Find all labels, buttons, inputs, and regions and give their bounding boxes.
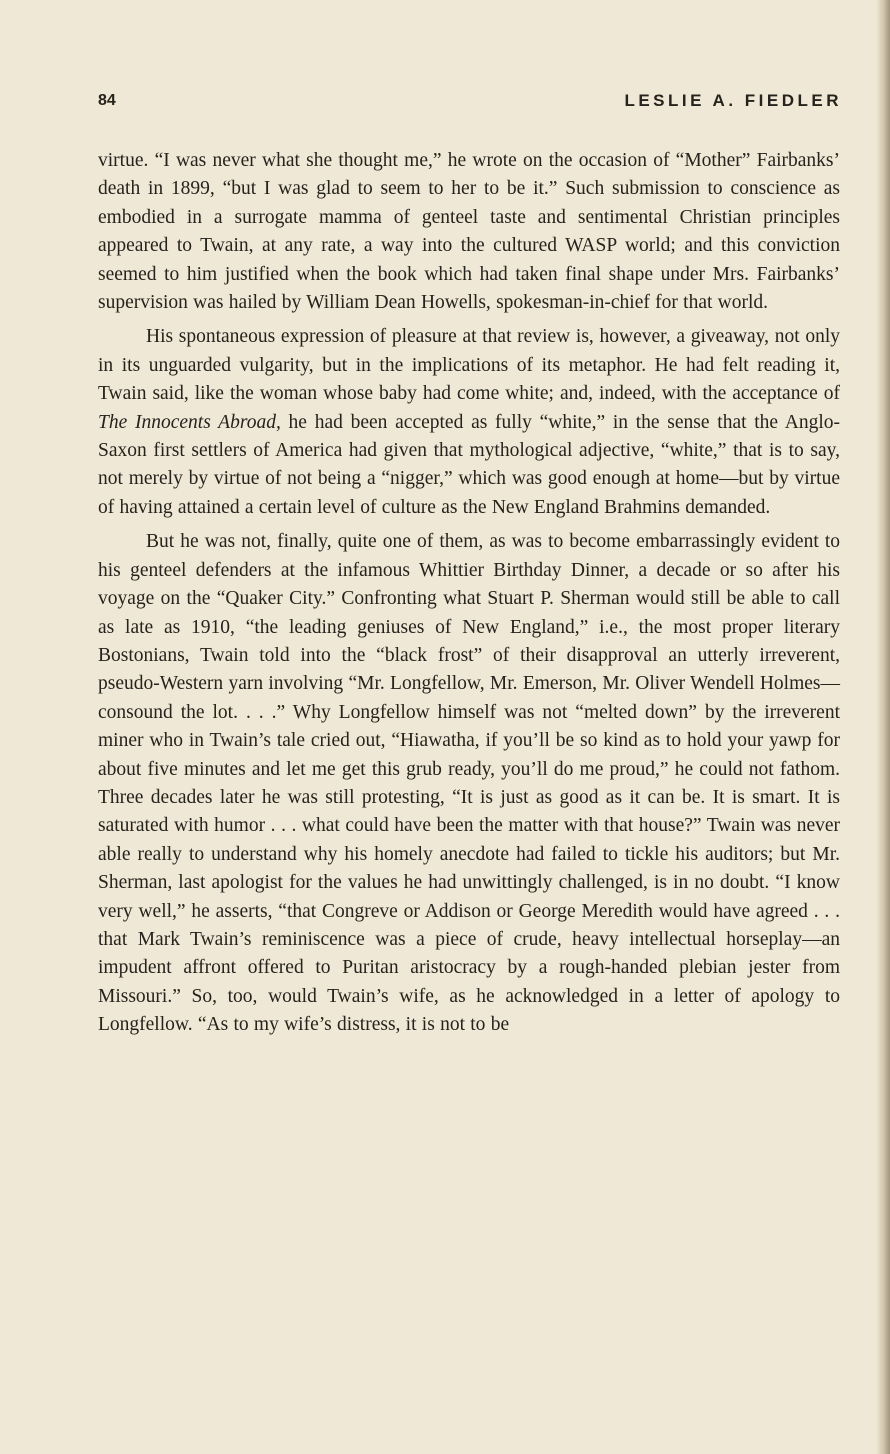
paragraph [98, 528, 840, 1039]
running-head: LESLIE A. FIEDLER [624, 91, 842, 110]
body-text [98, 147, 840, 1040]
page-number: 84 [98, 92, 116, 109]
text-run: His spontaneous expression of pleasure at that review is, however, a giveaway, not only in its unguarded vulgarity, but in the implications of its metaphor. He had felt reading it, Twain said, like the woman whose baby had come white; and, indeed, with the acceptance of [98, 326, 840, 405]
italic-title: The Innocents Abroad, [98, 411, 281, 433]
paragraph [98, 323, 840, 522]
text-run: virtue. “I was never what she thought me,” he wrote on the occasion of “Mother” Fairbanks’ death in 1899, “but I was glad to seem to her to be it.” Such submission to conscience as embodied in a surrogate mamma of genteel taste and sentimental Christian principles appeared to Twain, at any rate, a way into the cultured WASP world; and this conviction seemed to him justified when the book which had taken final shape under Mrs. Fairbanks’ supervision was hailed by William Dean Howells, spokesman-in-chief for that world. [98, 150, 840, 314]
text-run: But he was not, finally, quite one of them, as was to become embarrassingly evident to his genteel defenders at the infamous Whittier Birthday Dinner, a decade or so after his voyage on the “Quaker City.” Confronting what Stuart P. Sherman would still be able to call as late as 1910, “the leading geniuses of New England,” i.e., the most proper literary Bostonians, Twain told into the “black frost” of their disapproval an utterly irreverent, pseudo-Western yarn involving “Mr. Longfellow, Mr. Emerson, Mr. Oliver Wendell Holmes—consound the lot. . . .” Why Longfellow himself was not “melted down” by the irreverent miner who in Twain’s tale cried out, “Hiawatha, if you’ll be so kind as to hold your yawp for about five minutes and let me get this grub ready, you’ll do me proud,” he could not fathom. Three decades later he was still protesting, “It is just as good as it can be. It is smart. It is saturated with humor . . . what could have been the matter with that house?” Twain was never able really to understand why his homely anecdote had failed to tickle his auditors; but Mr. Sherman, last apologist for the values he had unwittingly challenged, is in no doubt. “I know very well,” he asserts, “that Congreve or Addison or George Meredith would have agreed . . . that Mark Twain’s reminiscence was a piece of crude, heavy intellectual horseplay—an impudent affront offered to Puritan aristocracy by a rough-handed plebian jester from Missouri.” So, too, would Twain’s wife, as he acknowledged in a letter of apology to Longfellow. “As to my wife’s distress, it is not to be [98, 531, 840, 1036]
paragraph [98, 147, 840, 317]
page-header [98, 88, 842, 118]
page-edge-shadow [876, 0, 890, 1454]
text-run: he had been accepted as fully “white,” in the sense that the Anglo-Saxon first settlers of America had given that mythological adjective, “white,” that is to say, not merely by virtue of not being a “nigger,” which was good enough at home—but by virtue of having attained a certain level of culture as the New England Brahmins demanded. [98, 411, 840, 518]
